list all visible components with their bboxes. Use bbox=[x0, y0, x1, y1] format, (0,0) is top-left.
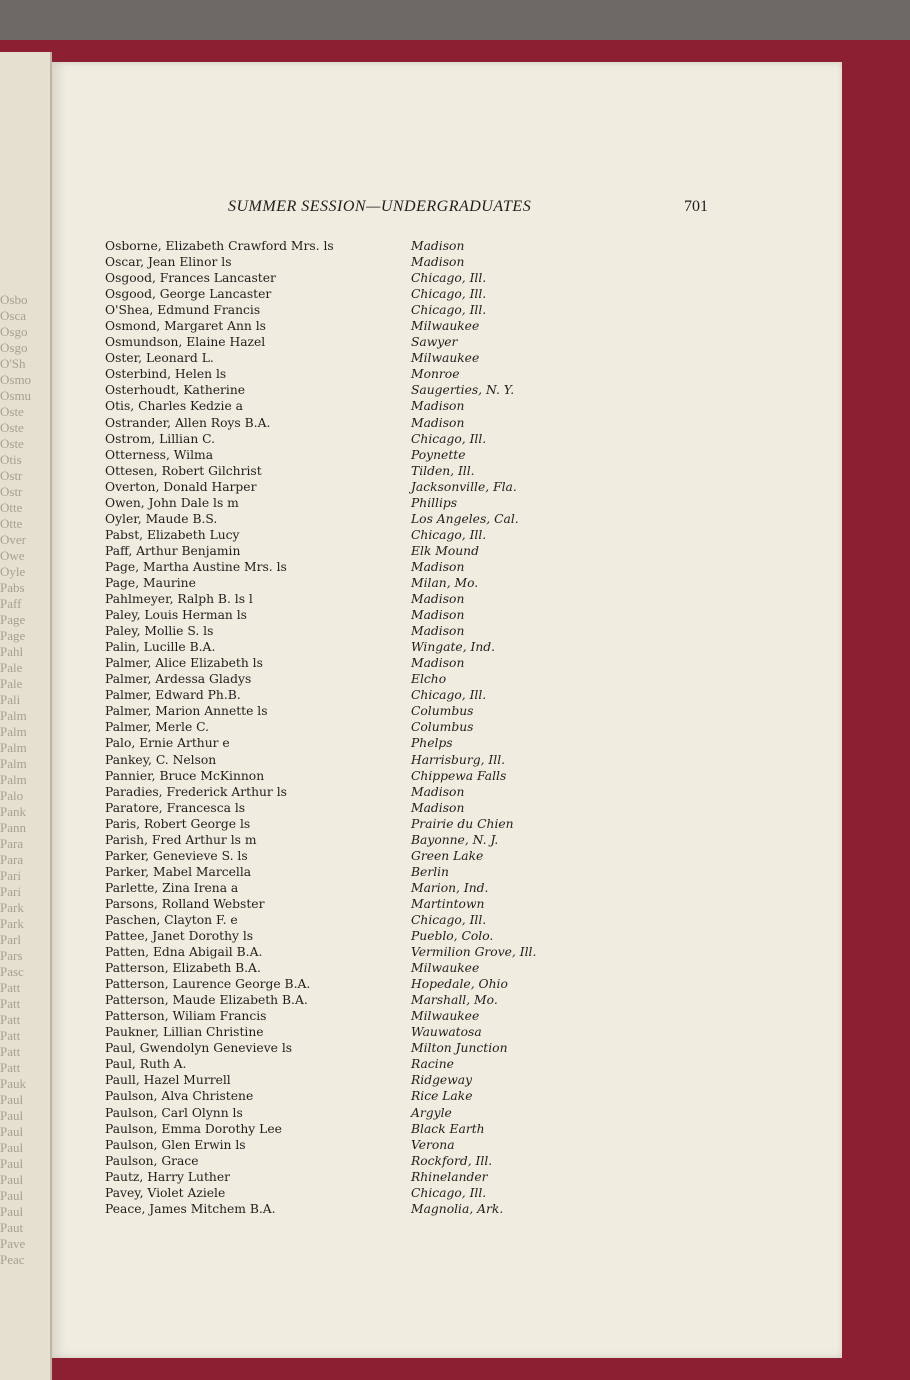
student-name: Patterson, Laurence George B.A. bbox=[105, 977, 311, 992]
list-item bbox=[105, 607, 705, 623]
student-name: Paff, Arthur Benjamin bbox=[105, 543, 241, 558]
student-hometown: Madison bbox=[411, 624, 465, 639]
student-list bbox=[105, 238, 705, 1217]
list-item bbox=[105, 719, 705, 735]
list-item bbox=[105, 463, 705, 479]
student-name: Overton, Donald Harper bbox=[105, 479, 257, 494]
student-name: Page, Maurine bbox=[105, 575, 196, 590]
list-item bbox=[105, 1185, 705, 1201]
student-name: Parker, Mabel Marcella bbox=[105, 864, 252, 879]
student-name: Oster, Leonard L. bbox=[105, 351, 214, 366]
student-name: Ottesen, Robert Gilchrist bbox=[105, 463, 262, 478]
list-item bbox=[105, 880, 705, 896]
student-name: Ostrom, Lillian C. bbox=[105, 431, 216, 446]
student-name: Pattee, Janet Dorothy ls bbox=[105, 929, 254, 944]
student-name: Osgood, Frances Lancaster bbox=[105, 271, 276, 286]
list-item bbox=[105, 816, 705, 832]
student-hometown: Verona bbox=[411, 1137, 455, 1152]
student-name: Patterson, Elizabeth B.A. bbox=[105, 961, 261, 976]
list-item bbox=[105, 832, 705, 848]
student-hometown: Pueblo, Colo. bbox=[411, 929, 494, 944]
student-hometown: Bayonne, N. J. bbox=[411, 832, 499, 847]
student-name: Pankey, C. Nelson bbox=[105, 752, 217, 767]
student-name: Paulson, Emma Dorothy Lee bbox=[105, 1121, 282, 1136]
student-name: Pannier, Bruce McKinnon bbox=[105, 768, 265, 783]
student-name: Paull, Hazel Murrell bbox=[105, 1073, 231, 1088]
student-name: Paul, Gwendolyn Genevieve ls bbox=[105, 1041, 293, 1056]
student-name: Palmer, Merle C. bbox=[105, 720, 210, 735]
student-name: Oscar, Jean Elinor ls bbox=[105, 255, 232, 270]
student-name: Pahlmeyer, Ralph B. ls l bbox=[105, 592, 253, 607]
list-item bbox=[105, 398, 705, 414]
student-name: Patterson, Maude Elizabeth B.A. bbox=[105, 993, 308, 1008]
page-number: 701 bbox=[684, 198, 708, 215]
student-hometown: Marshall, Mo. bbox=[411, 993, 498, 1008]
student-name: Owen, John Dale ls m bbox=[105, 495, 239, 510]
student-name: O'Shea, Edmund Francis bbox=[105, 303, 261, 318]
student-hometown: Wauwatosa bbox=[411, 1025, 482, 1040]
student-hometown: Madison bbox=[411, 415, 465, 430]
student-hometown: Hopedale, Ohio bbox=[411, 977, 508, 992]
student-hometown: Chicago, Ill. bbox=[411, 271, 487, 286]
list-item bbox=[105, 623, 705, 639]
list-item bbox=[105, 1137, 705, 1153]
student-hometown: Columbus bbox=[411, 720, 474, 735]
list-item bbox=[105, 735, 705, 751]
student-hometown: Madison bbox=[411, 592, 465, 607]
student-name: Osborne, Elizabeth Crawford Mrs. ls bbox=[105, 239, 334, 253]
list-item bbox=[105, 366, 705, 382]
student-hometown: Jacksonville, Fla. bbox=[411, 479, 517, 494]
list-item bbox=[105, 575, 705, 591]
list-item bbox=[105, 543, 705, 559]
list-item bbox=[105, 912, 705, 928]
list-item bbox=[105, 254, 705, 270]
list-item bbox=[105, 1040, 705, 1056]
list-item bbox=[105, 896, 705, 912]
student-name: Paley, Mollie S. ls bbox=[105, 624, 214, 639]
student-hometown: Chippewa Falls bbox=[411, 768, 507, 783]
list-item bbox=[105, 270, 705, 286]
list-item bbox=[105, 1024, 705, 1040]
student-hometown: Milwaukee bbox=[411, 319, 480, 334]
student-name: Palo, Ernie Arthur e bbox=[105, 736, 230, 751]
list-item bbox=[105, 447, 705, 463]
student-hometown: Harrisburg, Ill. bbox=[411, 752, 506, 767]
list-item bbox=[105, 1121, 705, 1137]
student-hometown: Argyle bbox=[411, 1105, 452, 1120]
list-item bbox=[105, 1169, 705, 1185]
running-title: SUMMER SESSION—UNDERGRADUATES bbox=[228, 198, 532, 215]
student-name: Osterbind, Helen ls bbox=[105, 367, 227, 382]
student-hometown: Saugerties, N. Y. bbox=[411, 383, 515, 398]
list-item bbox=[105, 495, 705, 511]
student-name: Pavey, Violet Aziele bbox=[105, 1185, 226, 1200]
student-name: Paratore, Francesca ls bbox=[105, 800, 246, 815]
list-item bbox=[105, 928, 705, 944]
student-hometown: Ridgeway bbox=[411, 1073, 473, 1088]
student-name: Pautz, Harry Luther bbox=[105, 1169, 230, 1184]
student-name: Paukner, Lillian Christine bbox=[105, 1025, 264, 1040]
list-item bbox=[105, 864, 705, 880]
student-name: Palmer, Edward Ph.B. bbox=[105, 688, 241, 703]
list-item bbox=[105, 1105, 705, 1121]
student-hometown: Madison bbox=[411, 784, 465, 799]
student-name: Pabst, Elizabeth Lucy bbox=[105, 527, 240, 542]
list-item bbox=[105, 318, 705, 334]
student-hometown: Poynette bbox=[411, 447, 466, 462]
student-name: Peace, James Mitchem B.A. bbox=[105, 1201, 276, 1216]
student-name: Paschen, Clayton F. e bbox=[105, 912, 238, 927]
list-item bbox=[105, 992, 705, 1008]
student-hometown: Madison bbox=[411, 255, 465, 270]
list-item bbox=[105, 639, 705, 655]
student-hometown: Elk Mound bbox=[411, 543, 479, 558]
list-item bbox=[105, 286, 705, 302]
student-hometown: Prairie du Chien bbox=[411, 816, 514, 831]
student-name: Osterhoudt, Katherine bbox=[105, 383, 246, 398]
student-name: Parsons, Rolland Webster bbox=[105, 896, 265, 911]
student-hometown: Milan, Mo. bbox=[411, 575, 479, 590]
student-hometown: Los Angeles, Cal. bbox=[411, 511, 519, 526]
student-hometown: Racine bbox=[411, 1057, 454, 1072]
student-hometown: Madison bbox=[411, 608, 465, 623]
student-hometown: Green Lake bbox=[411, 848, 484, 863]
student-hometown: Chicago, Ill. bbox=[411, 303, 487, 318]
list-item bbox=[105, 768, 705, 784]
list-item bbox=[105, 1072, 705, 1088]
student-name: Paris, Robert George ls bbox=[105, 816, 251, 831]
student-name: Paulson, Alva Christene bbox=[105, 1089, 254, 1104]
student-name: Otterness, Wilma bbox=[105, 447, 214, 462]
student-hometown: Milwaukee bbox=[411, 351, 480, 366]
student-hometown: Rice Lake bbox=[411, 1089, 473, 1104]
list-item bbox=[105, 334, 705, 350]
student-name: Otis, Charles Kedzie a bbox=[105, 399, 243, 414]
student-name: Paulson, Glen Erwin ls bbox=[105, 1137, 246, 1152]
list-item bbox=[105, 431, 705, 447]
list-item bbox=[105, 784, 705, 800]
student-hometown: Columbus bbox=[411, 704, 474, 719]
student-name: Paul, Ruth A. bbox=[105, 1057, 187, 1072]
list-item bbox=[105, 479, 705, 495]
list-item bbox=[105, 848, 705, 864]
student-hometown: Rockford, Ill. bbox=[411, 1153, 493, 1168]
student-hometown: Tilden, Ill. bbox=[411, 463, 475, 478]
list-item bbox=[105, 1056, 705, 1072]
student-hometown: Monroe bbox=[411, 367, 460, 382]
student-hometown: Marion, Ind. bbox=[411, 880, 489, 895]
student-hometown: Vermilion Grove, Ill. bbox=[411, 945, 537, 960]
list-item bbox=[105, 350, 705, 366]
student-hometown: Chicago, Ill. bbox=[411, 527, 487, 542]
student-hometown: Madison bbox=[411, 239, 465, 253]
list-item bbox=[105, 655, 705, 671]
bleed-through-text: Osbo Osca Osgo Osgo O'Sh Osmo Osmu Oste Oste Oste Otis Ostr Ostr Otte Otte Over Owe Oyle Pabs Paff Page Page Pahl Pale Pale Pali Palm Palm Palm Palm Palm Palo Pank Pann Para Para Pari Pari Park Park Parl Pars Pasc Patt Patt Patt Patt Patt Patt Pauk Paul Paul Paul Paul Paul Paul Paul Paul Paut Pave Peac bbox=[0, 292, 32, 1267]
student-name: Paulson, Grace bbox=[105, 1153, 199, 1168]
student-name: Parlette, Zina Irena a bbox=[105, 880, 239, 895]
list-item bbox=[105, 591, 705, 607]
student-hometown: Phillips bbox=[411, 495, 458, 510]
student-name: Paley, Louis Herman ls bbox=[105, 608, 247, 623]
student-hometown: Sawyer bbox=[411, 335, 458, 350]
list-item bbox=[105, 511, 705, 527]
student-hometown: Chicago, Ill. bbox=[411, 1185, 487, 1200]
student-hometown: Milwaukee bbox=[411, 1009, 480, 1024]
student-hometown: Chicago, Ill. bbox=[411, 688, 487, 703]
page-header bbox=[0, 198, 910, 220]
student-hometown: Milton Junction bbox=[411, 1041, 508, 1056]
list-item bbox=[105, 703, 705, 719]
list-item bbox=[105, 752, 705, 768]
previous-page-edge bbox=[0, 52, 52, 1380]
student-hometown: Berlin bbox=[411, 864, 449, 879]
student-name: Palmer, Marion Annette ls bbox=[105, 704, 268, 719]
list-item bbox=[105, 800, 705, 816]
list-item bbox=[105, 302, 705, 318]
student-hometown: Madison bbox=[411, 656, 465, 671]
student-name: Osgood, George Lancaster bbox=[105, 287, 272, 302]
student-hometown: Madison bbox=[411, 399, 465, 414]
student-name: Palmer, Ardessa Gladys bbox=[105, 672, 252, 687]
student-name: Page, Martha Austine Mrs. ls bbox=[105, 559, 287, 574]
student-name: Osmond, Margaret Ann ls bbox=[105, 319, 266, 334]
student-name: Patten, Edna Abigail B.A. bbox=[105, 945, 263, 960]
student-hometown: Madison bbox=[411, 800, 465, 815]
student-name: Ostrander, Allen Roys B.A. bbox=[105, 415, 271, 430]
list-item bbox=[105, 960, 705, 976]
student-hometown: Phelps bbox=[411, 736, 453, 751]
student-name: Paulson, Carl Olynn ls bbox=[105, 1105, 243, 1120]
list-item bbox=[105, 238, 705, 254]
student-hometown: Black Earth bbox=[411, 1121, 485, 1136]
student-hometown: Milwaukee bbox=[411, 961, 480, 976]
student-hometown: Chicago, Ill. bbox=[411, 912, 487, 927]
student-name: Paradies, Frederick Arthur ls bbox=[105, 784, 287, 799]
list-item bbox=[105, 527, 705, 543]
list-item bbox=[105, 976, 705, 992]
list-item bbox=[105, 944, 705, 960]
student-hometown: Martintown bbox=[411, 896, 485, 911]
list-item bbox=[105, 1201, 705, 1217]
student-hometown: Madison bbox=[411, 559, 465, 574]
student-name: Parker, Genevieve S. ls bbox=[105, 848, 248, 863]
student-name: Palmer, Alice Elizabeth ls bbox=[105, 656, 263, 671]
list-item bbox=[105, 415, 705, 431]
student-name: Patterson, Wiliam Francis bbox=[105, 1009, 267, 1024]
list-item bbox=[105, 1088, 705, 1104]
list-item bbox=[105, 559, 705, 575]
student-name: Osmundson, Elaine Hazel bbox=[105, 335, 266, 350]
student-hometown: Magnolia, Ark. bbox=[411, 1201, 504, 1216]
list-item bbox=[105, 382, 705, 398]
list-item bbox=[105, 1008, 705, 1024]
student-name: Palin, Lucille B.A. bbox=[105, 640, 216, 655]
list-item bbox=[105, 1153, 705, 1169]
student-hometown: Chicago, Ill. bbox=[411, 431, 487, 446]
student-hometown: Wingate, Ind. bbox=[411, 640, 496, 655]
student-hometown: Elcho bbox=[411, 672, 447, 687]
student-hometown: Rhinelander bbox=[411, 1169, 488, 1184]
list-item bbox=[105, 671, 705, 687]
student-hometown: Chicago, Ill. bbox=[411, 287, 487, 302]
list-item bbox=[105, 687, 705, 703]
student-name: Oyler, Maude B.S. bbox=[105, 511, 218, 526]
student-name: Parish, Fred Arthur ls m bbox=[105, 832, 257, 847]
